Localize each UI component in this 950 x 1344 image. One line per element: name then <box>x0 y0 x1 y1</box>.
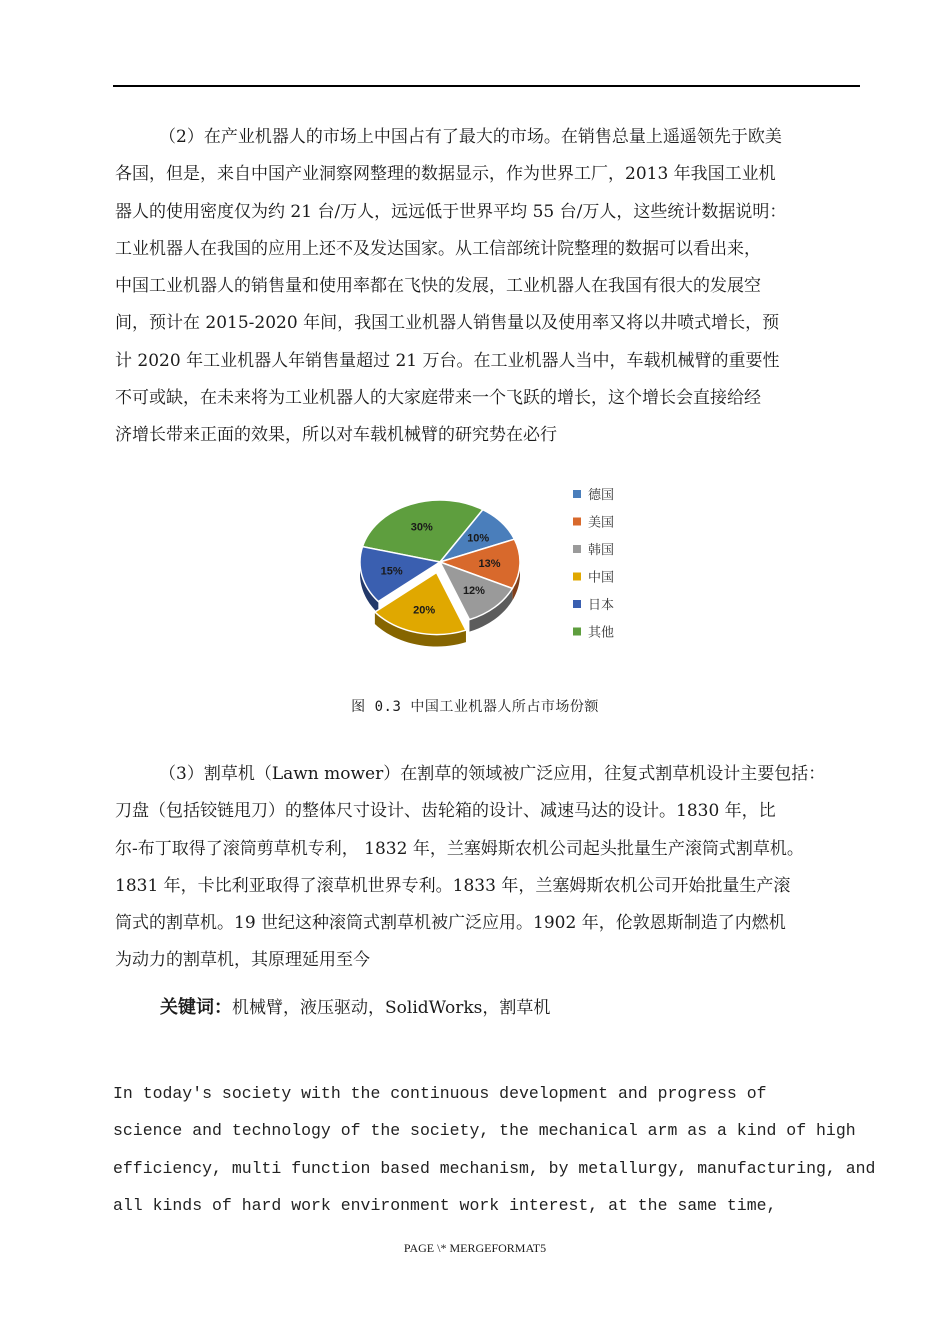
paragraph-market-line: 工业机器人在我国的应用上还不及发达国家。从工信部统计院整理的数据可以看出来， <box>115 238 761 259</box>
legend-swatch <box>573 573 581 581</box>
paragraph-market-line: 中国工业机器人的销售量和使用率都在飞快的发展，工业机器人在我国有很大的发展空 <box>115 276 761 297</box>
legend-label: 其他 <box>588 625 615 641</box>
legend-label: 韩国 <box>588 543 615 558</box>
legend-label: 中国 <box>588 570 615 586</box>
paragraph-market-line: （2）在产业机器人的市场上中国占有了最大的市场。在销售总量上遥遥领先于欧美 <box>159 127 782 147</box>
legend-item <box>573 516 614 531</box>
paragraph-lawn-mower-line: 为动力的割草机，其原理延用至今 <box>115 950 370 971</box>
legend-item <box>573 542 614 558</box>
english-line: efficiency, multi function based mechanism, by metallurgy, manufacturing, and <box>113 1158 876 1178</box>
legend-swatch <box>573 490 581 498</box>
legend-label: 德国 <box>588 488 615 503</box>
pie-data-label: 12% <box>462 585 485 598</box>
legend-label: 日本 <box>588 598 615 613</box>
page-footer: PAGE \* MERGEFORMAT5 <box>403 1241 547 1255</box>
pie-data-label: 30% <box>410 521 433 534</box>
paragraph-market <box>115 119 860 455</box>
pie-data-label: 13% <box>478 558 501 571</box>
market-share-pie-chart <box>340 480 640 660</box>
paragraph-market-line: 间，预计在 2015-2020 年间，我国工业机器人销售量以及使用率又将以井喷式增长，预 <box>115 313 780 334</box>
paragraph-market-line: 器人的使用密度仅为约 21 台/万人，远远低于世界平均 55 台/万人，这些统计数据说明： <box>115 201 787 222</box>
english-line: science and technology of the society, the mechanical arm as a kind of high <box>113 1121 856 1141</box>
paragraph-market-line: 各国，但是，来自中国产业洞察网整理的数据显示，作为世界工厂，2013 年我国工业机 <box>115 164 776 185</box>
legend-swatch <box>573 600 581 608</box>
paragraph-lawn-mower-line: 1831 年，卡比利亚取得了滚草机世界专利。1833 年，兰塞姆斯农机公司开始批量生产滚 <box>115 875 791 896</box>
paragraph-market-line: 不可或缺，在未来将为工业机器人的大家庭带来一个飞跃的增长，这个增长会直接给经 <box>115 388 761 409</box>
keywords-value: 机械臂，液压驱动，SolidWorks，割草机 <box>232 998 551 1018</box>
paragraph-lawn-mower-line: 筒式的割草机。19 世纪这种滚筒式割草机被广泛应用。1902 年，伦敦恩斯制造了内燃机 <box>115 913 786 934</box>
legend-item <box>573 597 614 613</box>
legend-item <box>573 570 614 586</box>
figure-caption: 图 0.3 中国工业机器人所占市场份额 <box>351 699 599 715</box>
english-abstract <box>113 1075 876 1224</box>
pie-data-label: 20% <box>413 604 436 617</box>
keywords <box>160 993 550 1019</box>
legend-swatch <box>573 545 581 553</box>
header-rule <box>113 85 860 87</box>
english-line: In today's society with the continuous development and progress of <box>113 1084 767 1103</box>
paragraph-market-line: 济增长带来正面的效果，所以对车载机械臂的研究势在必行 <box>115 425 557 446</box>
legend-label: 美国 <box>588 515 615 531</box>
legend-swatch <box>573 628 581 636</box>
legend-item <box>573 625 614 641</box>
paragraph-lawn-mower <box>115 756 860 980</box>
pie-data-label: 10% <box>467 532 490 545</box>
paragraph-lawn-mower-line: 尔-布丁取得了滚筒剪草机专利， 1832 年，兰塞姆斯农机公司起头批量生产滚筒式割草机。 <box>115 838 804 859</box>
legend-swatch <box>573 518 581 526</box>
legend-item <box>573 488 614 503</box>
pie-data-label: 15% <box>380 565 403 578</box>
paragraph-lawn-mower-line: （3）割草机（Lawn mower）在割草的领域被广泛应用，往复式割草机设计主要包括： <box>159 764 826 784</box>
pie-chart-svg <box>340 480 640 660</box>
english-line: all kinds of hard work environment work interest, at the same time, <box>113 1195 777 1215</box>
paragraph-market-line: 计 2020 年工业机器人年销售量超过 21 万台。在工业机器人当中，车载机械臂的重要性 <box>115 350 780 371</box>
keywords-label: 关键词： <box>160 997 232 1018</box>
paragraph-lawn-mower-line: 刀盘（包括铰链甩刀）的整体尺寸设计、齿轮箱的设计、减速马达的设计。1830 年，比 <box>115 801 776 822</box>
